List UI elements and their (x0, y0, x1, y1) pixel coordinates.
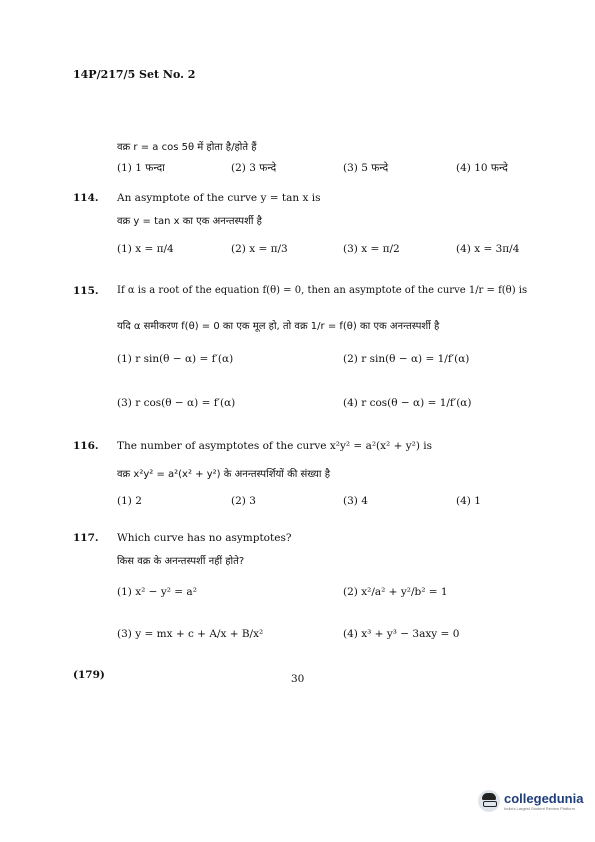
q117-option-2[interactable]: (2) x²/a² + y²/b² = 1 (343, 586, 448, 598)
q117-option-3[interactable]: (3) y = mx + c + A/x + B/x² (117, 628, 264, 640)
q113-option-1[interactable]: (1) 1 फन्दा (117, 162, 165, 174)
q117-option-4[interactable]: (4) x³ + y³ − 3axy = 0 (343, 628, 460, 640)
q116-option-1[interactable]: (1) 2 (117, 495, 142, 507)
q115-option-4[interactable]: (4) r cos(θ − α) = 1/f′(α) (343, 397, 472, 409)
q114-option-4[interactable]: (4) x = 3π/4 (456, 243, 520, 255)
q114-option-2[interactable]: (2) x = π/3 (231, 243, 288, 255)
q116-number: 116. (73, 440, 99, 452)
page-header-code: 14P/217/5 Set No. 2 (73, 68, 196, 81)
q116-stem-english: The number of asymptotes of the curve x²y² = a²(x² + y²) is (117, 440, 433, 452)
collegedunia-watermark (478, 790, 583, 812)
q117-option-1[interactable]: (1) x² − y² = a² (117, 586, 197, 598)
watermark-tagline: India's Largest Student Review Platform (504, 806, 576, 811)
q114-stem-english: An asymptote of the curve y = tan x is (117, 192, 321, 204)
footer-code: (179) (73, 669, 105, 681)
q113-option-4[interactable]: (4) 10 फन्दे (456, 162, 508, 174)
q113-option-3[interactable]: (3) 5 फन्दे (343, 162, 389, 174)
page-number: 30 (291, 673, 305, 685)
q115-stem-hindi: यदि α समीकरण f(θ) = 0 का एक मूल हो, तो वक्र 1/r = f(θ) का एक अनन्तस्पर्शी है (117, 321, 440, 332)
q117-number: 117. (73, 532, 99, 544)
student-avatar-icon (478, 790, 500, 812)
q115-number: 115. (73, 285, 99, 297)
q116-option-3[interactable]: (3) 4 (343, 495, 368, 507)
q117-stem-hindi: किस वक्र के अनन्तस्पर्शी नहीं होते? (117, 556, 245, 567)
q116-option-4[interactable]: (4) 1 (456, 495, 481, 507)
q117-stem-english: Which curve has no asymptotes? (117, 532, 292, 544)
q113-option-2[interactable]: (2) 3 फन्दे (231, 162, 277, 174)
q115-stem-english: If α is a root of the equation f(θ) = 0, then an asymptote of the curve 1/r = f(θ) is (117, 285, 528, 296)
q116-stem-hindi: वक्र x²y² = a²(x² + y²) के अनन्तस्पर्शियों की संख्या है (117, 469, 331, 480)
q114-stem-hindi: वक्र y = tan x का एक अनन्तस्पर्शी है (117, 216, 262, 227)
q115-option-1[interactable]: (1) r sin(θ − α) = f′(α) (117, 353, 234, 365)
q115-option-2[interactable]: (2) r sin(θ − α) = 1/f′(α) (343, 353, 470, 365)
q114-number: 114. (73, 192, 99, 204)
q114-option-1[interactable]: (1) x = π/4 (117, 243, 174, 255)
watermark-brand: collegedunia (504, 791, 584, 806)
q114-option-3[interactable]: (3) x = π/2 (343, 243, 400, 255)
q115-option-3[interactable]: (3) r cos(θ − α) = f′(α) (117, 397, 236, 409)
q113-stem-hindi: वक्र r = a cos 5θ में होता है/होते हैं (117, 142, 257, 153)
q116-option-2[interactable]: (2) 3 (231, 495, 256, 507)
